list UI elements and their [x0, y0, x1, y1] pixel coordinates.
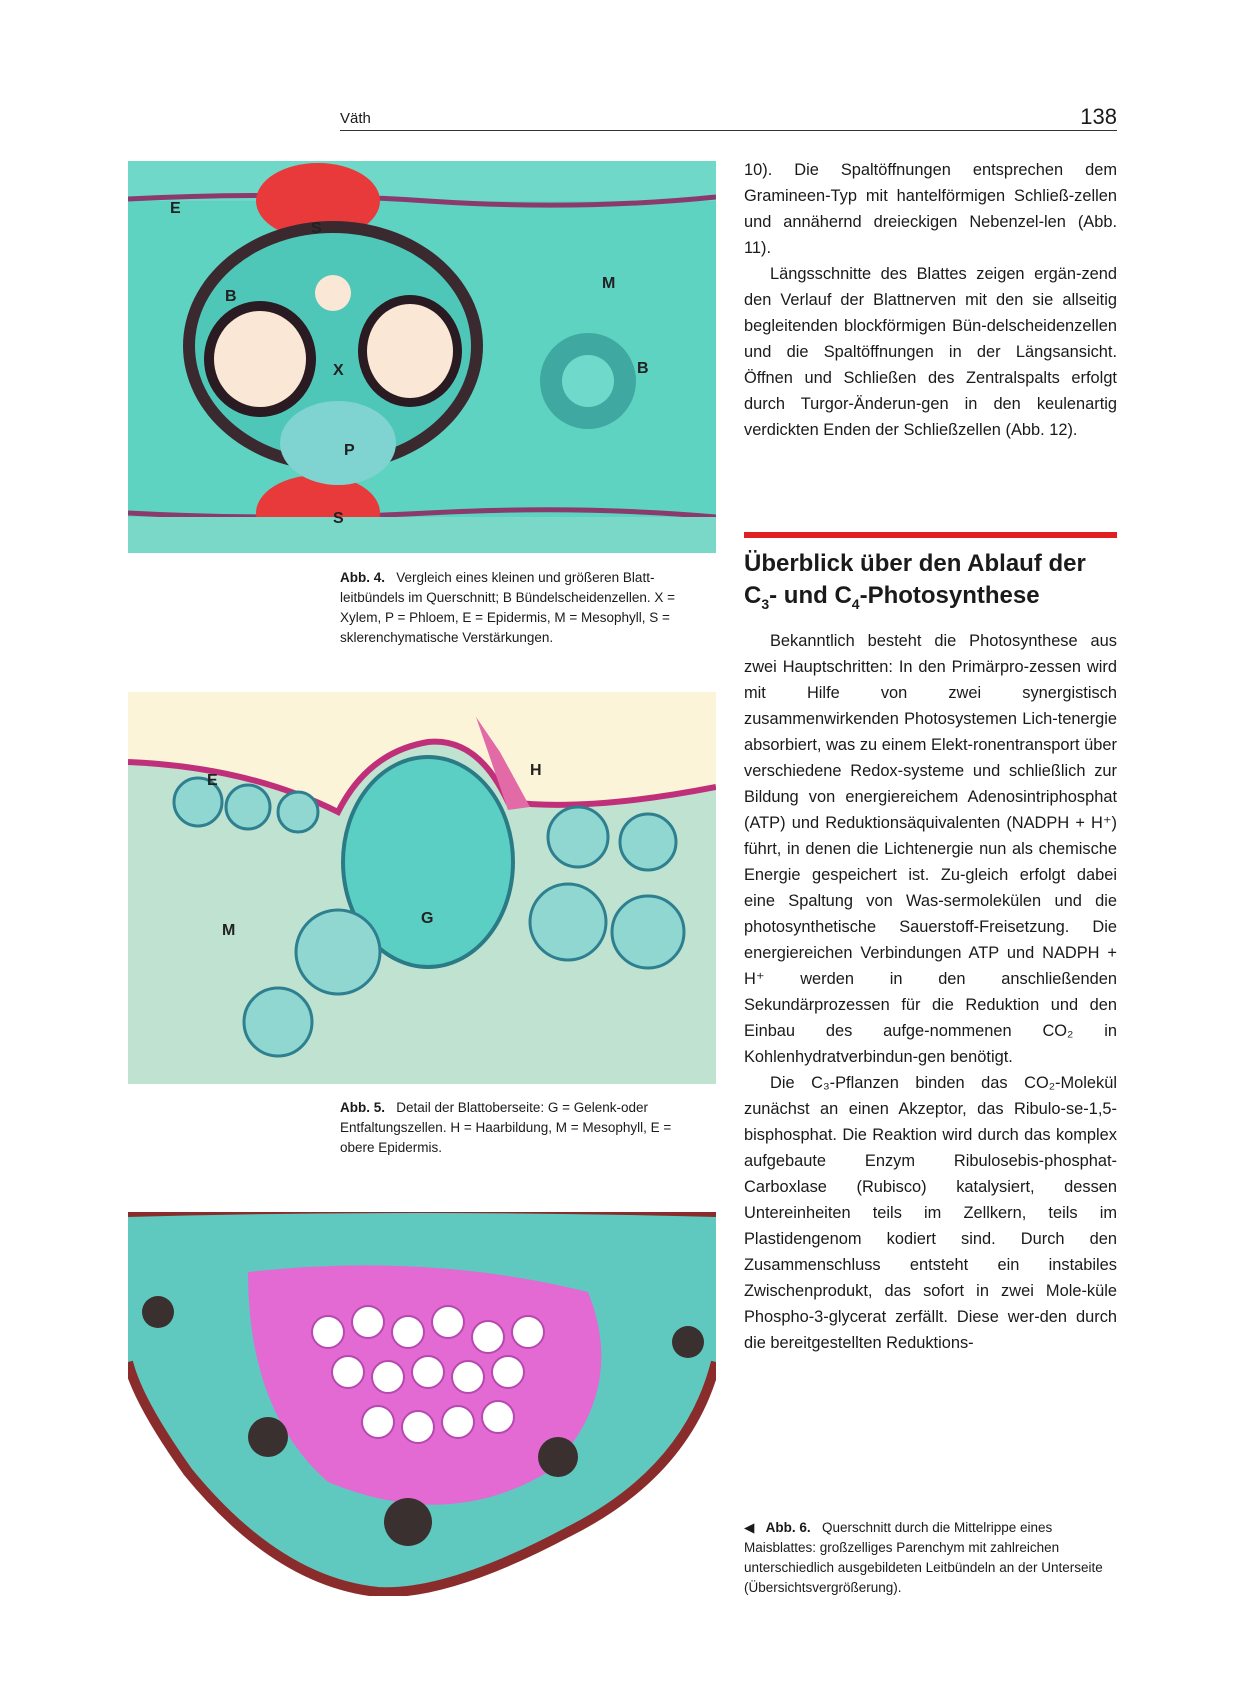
- section-title-c3: C: [744, 582, 762, 609]
- paragraph-2: Längsschnitte des Blattes zeigen ergän-zend den Verlauf der Blattnerven mit den sie allseitig begleitenden blockförmigen Bün-delscheidenzellen und die Spaltöffnungen in der Längsansicht. Öffnen und Schließen des Zentralspalts erfolgt durch Turgor-Änderun-gen in den keulenartig verdickten Enden der Schließzellen (Abb. 12).: [744, 265, 1117, 439]
- figure-4-caption-text: Vergleich eines kleinen und größeren Blatt-leitbündels im Querschnitt; B Bündelscheidenzellen. X = Xylem, P = Phloem, E = Epidermis, M = Mesophyll, S = sklerenchymatische Verstärkungen.: [340, 570, 676, 645]
- paragraph-4: Die C₃-Pflanzen binden das CO₂-Molekül zunächst an einen Akzeptor, das Ribulo-se-1,5-bisphosphat. Die Reaktion wird durch das komplex aufgebaute Enzym Ribulosebis-phosphat-Carboxlase (Rubisco) katalysiert, dessen Untereinheiten teils im Zellkern, teils im Plastidengenom kodiert sind. Durch den Zusammenschluss entsteht ein instabiles Zwischenprodukt, das sofort in zwei Mole-küle Phospho-3-glycerat zerfällt. Diese wer-den durch die bereitgestellten Reduktions-: [744, 1074, 1117, 1352]
- running-header-author: Väth: [340, 110, 371, 127]
- section-title-end: -Photosynthese: [859, 582, 1040, 609]
- figure-5-caption-number: Abb. 5.: [340, 1100, 386, 1115]
- header-rule: [340, 130, 1117, 131]
- fig4-label-s-top: S: [311, 220, 322, 237]
- figure-4-caption: [340, 568, 690, 648]
- figure-6-caption-text: Querschnitt durch die Mittelrippe eines Maisblattes: großzelliges Parenchym mit zahlreichen unterschiedlich ausgebildeten Leitbündeln an der Unterseite (Übersichtsvergrößerung).: [744, 1520, 1103, 1595]
- fig4-label-m: M: [602, 275, 616, 292]
- fig4-label-b-left: B: [225, 288, 237, 305]
- figure-5-caption-text: Detail der Blattoberseite: G = Gelenk-oder Entfaltungszellen. H = Haarbildung, M = Mesophyll, E = obere Epidermis.: [340, 1100, 672, 1155]
- figure-6-caption-arrow: ◀: [744, 1520, 755, 1535]
- figure-4-micrograph: [128, 161, 716, 553]
- fig4-label-p: P: [344, 442, 355, 459]
- fig5-label-h: H: [530, 762, 542, 779]
- fig4-label-b-right: B: [637, 360, 649, 377]
- fig5-label-e: E: [207, 772, 218, 789]
- fig4-label-s-bottom: S: [333, 510, 344, 527]
- paragraph-3: Bekanntlich besteht die Photosynthese aus zwei Hauptschritten: In den Primärpro-zessen wird mit Hilfe von zwei synergistisch zusammenwirkenden Photosystemen Lich-tenergie absorbiert, was zu einem Elekt-ronentransport über verschiedene Redox-systeme und schließlich zur Bildung von energiereichem Adenosintriphosphat (ATP) und Reduktionsäquivalenten (NADPH + H⁺) führt, in denen die Lichtenergie nun als chemische Energie gespeichert ist. Zu-gleich erfolgt dabei eine Spaltung von Was-sermolekülen und die photosynthetische Sauerstoff-Freisetzung. Die energiereichen Verbindungen ATP und NADPH + H⁺ werden in den anschließenden Sekundärprozessen für die Reduktion und den Einbau des aufge-nommenen CO₂ in Kohlenhydratverbindun-gen benötigt.: [744, 632, 1117, 1066]
- paragraph-1: 10). Die Spaltöffnungen entsprechen dem Gramineen-Typ mit hantelförmigen Schließ-zellen und annähernd dreieckigen Nebenzel-len (Abb. 11).: [744, 161, 1117, 257]
- section-title-line1: Überblick über den Ablauf der: [744, 550, 1086, 577]
- figure-5-micrograph: [128, 692, 716, 1084]
- section-rule: [744, 532, 1117, 538]
- section-title-sub3: 3: [761, 595, 770, 612]
- section-title: [744, 548, 1124, 620]
- page-number: 138: [1080, 104, 1117, 129]
- fig5-label-m: M: [222, 922, 236, 939]
- fig4-label-x: X: [333, 362, 344, 379]
- figure-6-caption-number: Abb. 6.: [765, 1520, 811, 1535]
- figure-6-micrograph: [128, 1212, 716, 1596]
- fig4-label-e: E: [170, 200, 181, 217]
- section-title-sub4: 4: [851, 595, 860, 612]
- body-text-main: [744, 628, 1117, 1356]
- figure-5-caption: [340, 1098, 700, 1158]
- figure-4-caption-number: Abb. 4.: [340, 570, 386, 585]
- section-title-mid: - und C: [769, 582, 852, 609]
- figure-6-caption: [744, 1518, 1124, 1598]
- body-text-top: [744, 157, 1117, 443]
- fig5-label-g: G: [421, 910, 434, 927]
